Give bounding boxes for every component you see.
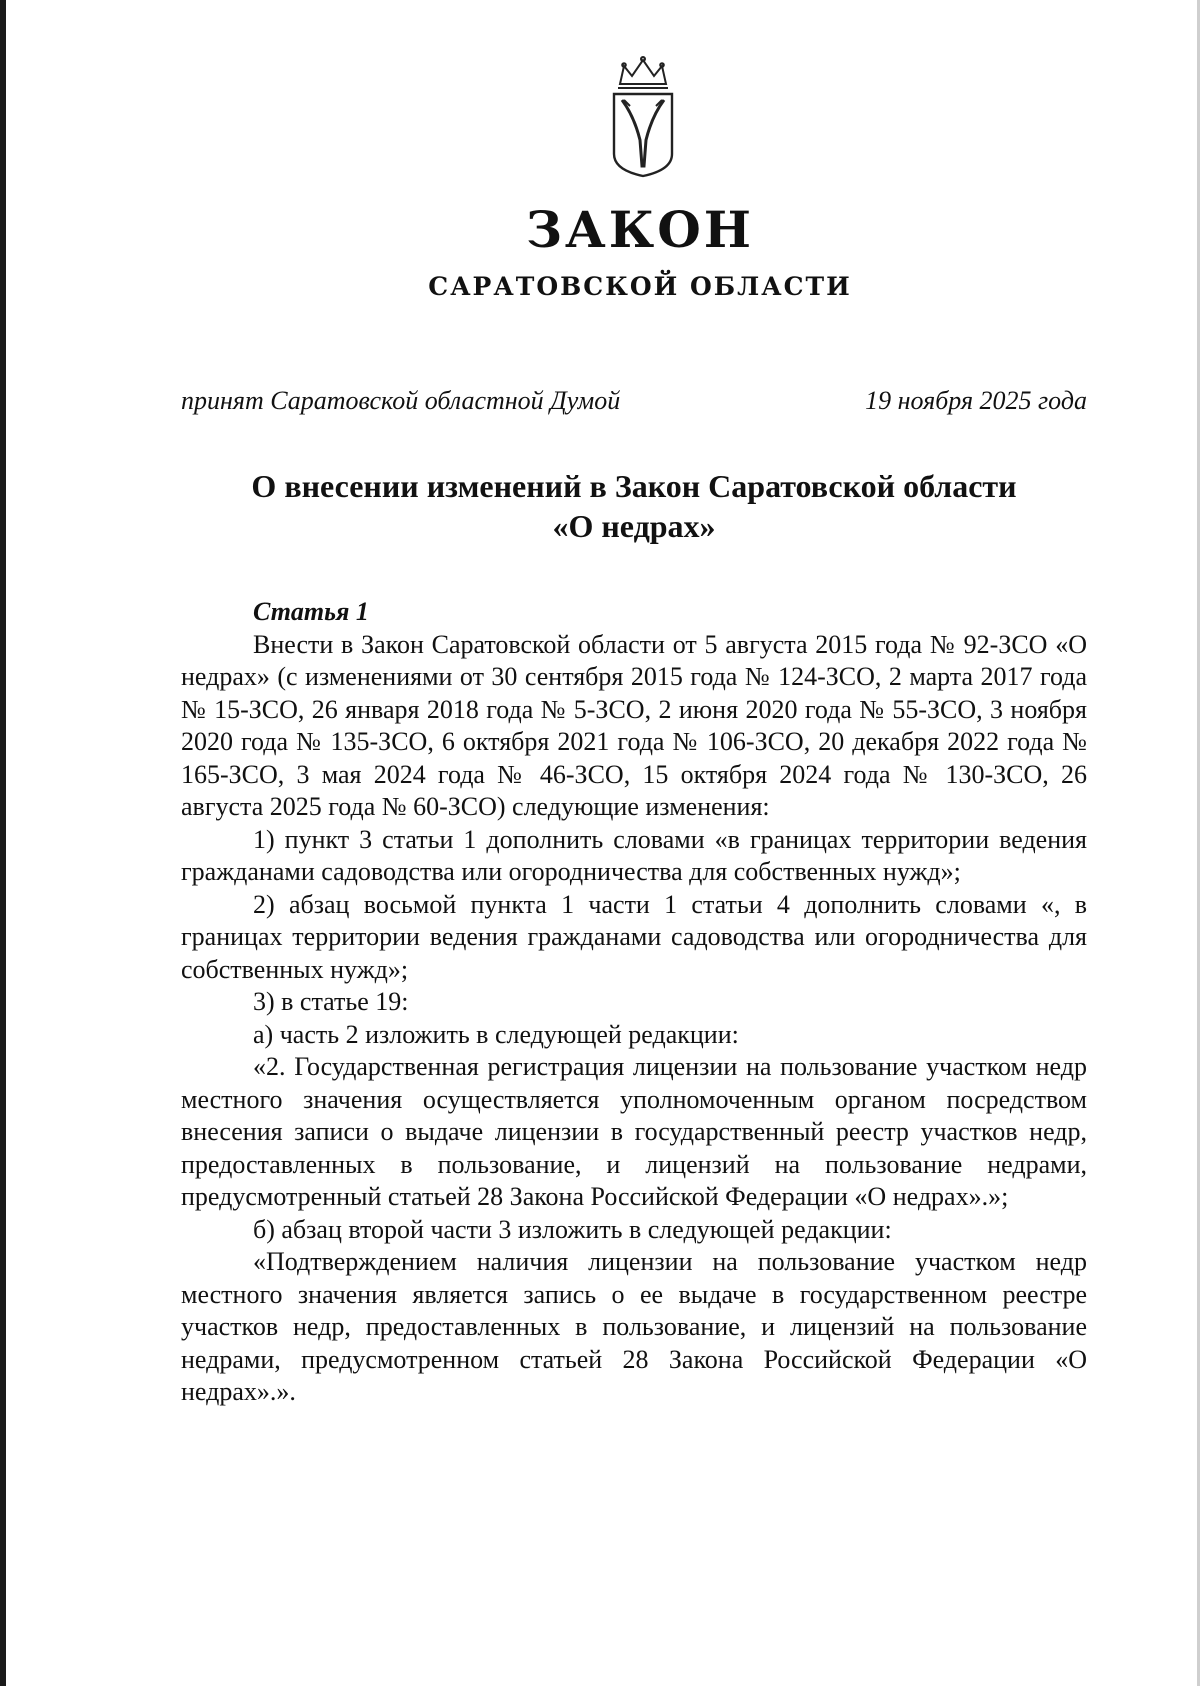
paragraph: Внести в Закон Саратовской области от 5 августа 2015 года № 92-ЗСО «О недрах» (с изменениями от 30 сентября 2015 года № 124-ЗСО, 2 марта 2017 года № 15-ЗСО, 26 января 2018 года № 5-ЗСО, 2 июня 2020 года № 55-ЗСО, 3 ноября 2020 года № 135-ЗСО, 6 октября 2021 года № 106-ЗСО, 20 декабря 2022 года № 165-ЗСО, 3 мая 2024 года № 46-ЗСО, 15 октября 2024 года № 130-ЗСО, 26 августа 2025 года № 60-ЗСО) следующие изменения: [181,629,1087,821]
paragraph: б) абзац второй части 3 изложить в следующей редакции: [253,1214,892,1244]
paragraph: «2. Государственная регистрация лицензии на пользование участком недр местного значения осуществляется уполномоченным органом посредством внесения записи о выдаче лицензии в государственный реестр участков недр, предоставленных в пользование, и лицензий на пользование недрами, предусмотренный статьей 28 Закона Российской Федерации «О недрах».»; [181,1052,1087,1211]
law-heading [181,466,1087,546]
law-heading-line: О внесении изменений в Закон Саратовской области [251,468,1017,504]
law-heading-line: «О недрах» [552,508,716,544]
coat-of-arms-icon [604,54,682,178]
paragraph: 3) в статье 19: [253,987,409,1016]
paragraph: «Подтверждением наличия лицензии на пользование участком недр местного значения является запись о ее выдаче в государственном реестре участков недр, предоставленных в пользование, и лицензий на пользование недрами, предусмотренном статьей 28 Закона Российской Федерации «О недрах».». [181,1247,1087,1406]
article-title: Статья 1 [253,597,369,626]
document-body [181,596,1087,1409]
paragraph: 2) абзац восьмой пункта 1 части 1 статьи 4 дополнить словами «, в границах территории ведения гражданами садоводства или огородничества для собственных нужд»; [181,889,1087,984]
document-title: ЗАКОН [525,200,755,259]
paragraph: а) часть 2 изложить в следующей редакции: [253,1019,739,1049]
adopted-by-text: принят Саратовской областной Думой [181,386,621,415]
document-subtitle: САРАТОВСКОЙ ОБЛАСТИ [428,272,852,301]
adoption-date: 19 ноября 2025 года [865,386,1087,415]
paragraph: 1) пункт 3 статьи 1 дополнить словами «в границах территории ведения гражданами садоводства или огородничества для собственных нужд»; [181,824,1087,886]
